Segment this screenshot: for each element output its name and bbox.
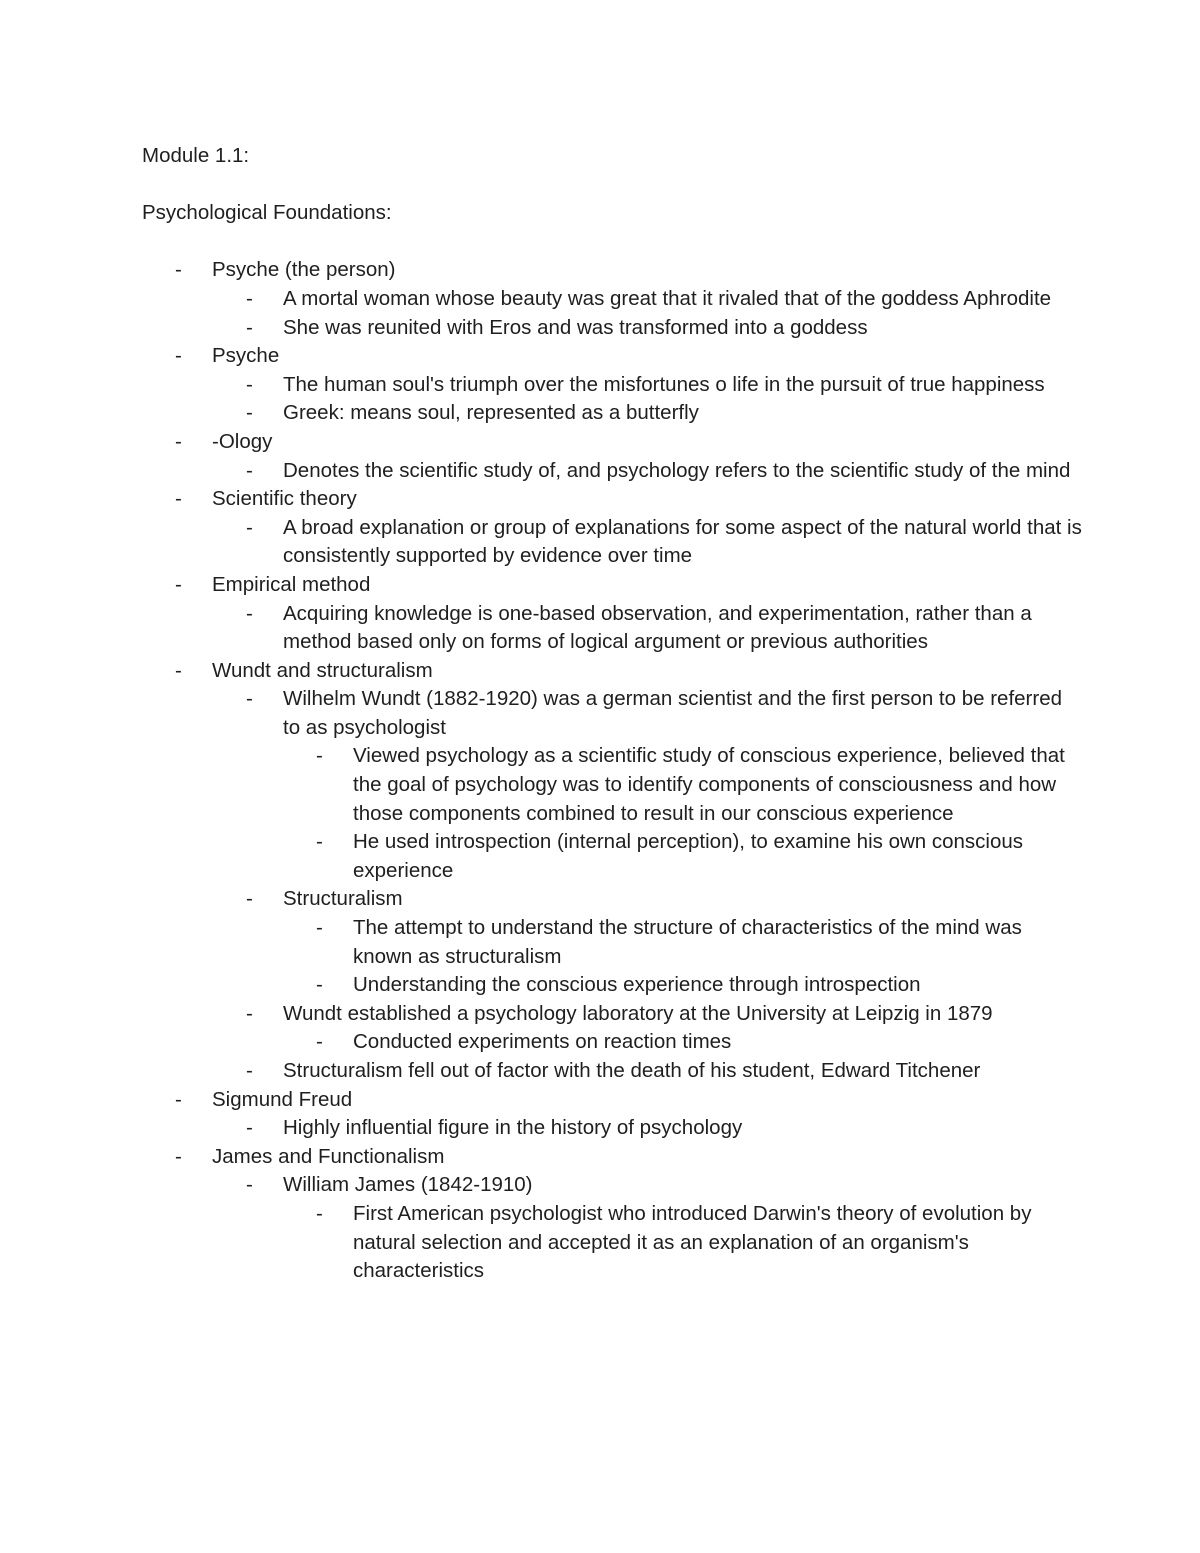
list-item-level-1 [142,657,1082,686]
dash-bullet-icon: - [246,372,253,396]
list-item-level-2 [142,885,1082,914]
dash-bullet-icon: - [175,1087,182,1111]
list-item-level-1 [142,1086,1082,1115]
list-item-level-1 [142,571,1082,600]
list-item-text: Psyche (the person) [212,258,396,282]
list-item-text: Scientific theory [212,487,357,511]
dash-bullet-icon: - [175,658,182,682]
list-item-level-1 [142,256,1082,285]
list-item-level-2 [142,685,1082,742]
dash-bullet-icon: - [175,344,182,368]
list-item-text: Conducted experiments on reaction times [353,1030,732,1054]
dash-bullet-icon: - [316,1030,323,1054]
dash-bullet-icon: - [246,687,253,711]
document-page [142,142,1082,1286]
list-item-text: Empirical method [212,572,371,596]
list-item-level-2 [142,285,1082,314]
dash-bullet-icon: - [246,1059,253,1082]
list-item-level-2 [142,399,1082,428]
list-item-text: Highly influential figure in the history of psychology [283,1116,743,1140]
list-item-level-2 [142,600,1082,657]
list-item-text: A mortal woman whose beauty was great that it rivaled that of the goddess Aphrodite [283,286,1052,310]
dash-bullet-icon: - [246,286,253,310]
list-item-level-2 [142,1000,1082,1029]
dash-bullet-icon: - [175,1144,182,1168]
dash-bullet-icon: - [246,315,253,339]
list-item-text: Sigmund Freud [212,1087,353,1111]
list-item-text: He used introspection (internal perception), to examine his own conscious experience [353,830,1024,882]
list-item-text: James and Functionalism [212,1144,445,1168]
list-item-text: Wilhelm Wundt (1882-1920) was a german scientist and the first person to be referred to as psychologist [283,687,1062,739]
bullet-outline [142,256,1082,1285]
document-title: Module 1.1: [142,144,250,167]
list-item-text: Greek: means soul, represented as a butterfly [283,401,699,425]
dash-bullet-icon: - [246,601,253,625]
list-item-level-1 [142,485,1082,514]
list-item-level-2 [142,314,1082,343]
list-item-level-2 [142,1171,1082,1200]
dash-bullet-icon: - [246,1173,253,1197]
list-item-level-2 [142,457,1082,486]
list-item-level-2 [142,1114,1082,1143]
list-item-text: The human soul's triumph over the misfortunes o life in the pursuit of true happiness [283,372,1045,396]
list-item-text: Structuralism [283,887,403,911]
list-item-level-2 [142,514,1082,571]
list-item-text: Structuralism fell out of factor with the death of his student, Edward Titchener [283,1059,981,1082]
dash-bullet-icon: - [316,1201,323,1225]
list-item-level-1 [142,342,1082,371]
dash-bullet-icon: - [316,973,323,997]
dash-bullet-icon: - [316,916,323,940]
list-item-level-2 [142,371,1082,400]
list-item-level-3 [142,971,1082,1000]
dash-bullet-icon: - [246,515,253,539]
dash-bullet-icon: - [175,258,182,282]
list-item-text: The attempt to understand the structure of characteristics of the mind was known as structuralism [353,916,1022,968]
list-item-text: A broad explanation or group of explanations for some aspect of the natural world that is consistently supported by evidence over time [283,515,1082,568]
list-item-text: Viewed psychology as a scientific study of conscious experience, believed that the goal of psychology was to identify components of consciousness and how those components combined to result in our conscious experience [353,744,1065,825]
dash-bullet-icon: - [246,1001,253,1025]
list-item-text: -Ology [212,429,273,453]
list-item-level-3 [142,1028,1082,1057]
list-item-text: First American psychologist who introduced Darwin's theory of evolution by natural selection and accepted it as an explanation of an organism's characteristics [353,1201,1032,1283]
list-item-text: Wundt established a psychology laboratory at the University at Leipzig in 1879 [283,1001,993,1025]
list-item-text: Psyche [212,344,280,368]
list-item-level-1 [142,428,1082,457]
dash-bullet-icon: - [316,744,323,768]
section-heading: Psychological Foundations: [142,201,392,225]
list-item-level-3 [142,1200,1082,1286]
list-item-level-1 [142,1143,1082,1172]
dash-bullet-icon: - [246,887,253,911]
dash-bullet-icon: - [175,487,182,511]
dash-bullet-icon: - [175,429,182,453]
list-item-text: Wundt and structuralism [212,658,433,682]
list-item-text: She was reunited with Eros and was transformed into a goddess [283,315,868,339]
list-item-level-2 [142,1057,1082,1086]
list-item-text: Denotes the scientific study of, and psychology refers to the scientific study of the mind [283,458,1071,482]
list-item-level-3 [142,742,1082,828]
dash-bullet-icon: - [246,1116,253,1140]
dash-bullet-icon: - [175,572,182,596]
dash-bullet-icon: - [246,401,253,425]
dash-bullet-icon: - [316,830,323,854]
list-item-text: Understanding the conscious experience through introspection [353,973,921,997]
list-item-level-3 [142,828,1082,885]
dash-bullet-icon: - [246,458,253,482]
list-item-level-3 [142,914,1082,971]
list-item-text: William James (1842-1910) [283,1173,533,1197]
list-item-text: Acquiring knowledge is one-based observation, and experimentation, rather than a method based only on forms of logical argument or previous authorities [283,601,1032,654]
